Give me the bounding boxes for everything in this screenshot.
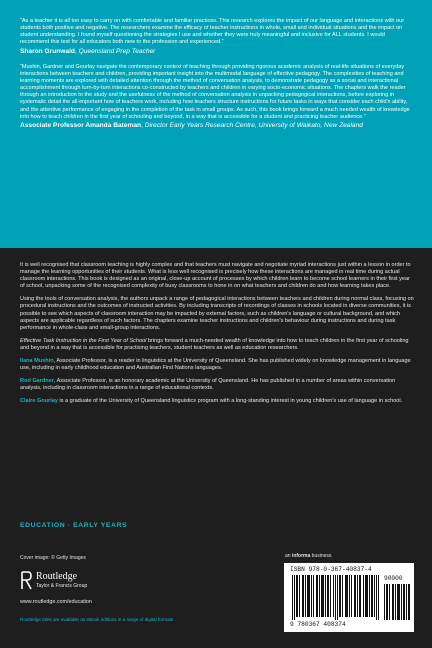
- author-name-2: Rod Gardner: [20, 378, 54, 385]
- price-barcode-icon: [384, 584, 410, 620]
- isbn-barcode: [284, 563, 414, 632]
- ebook-availability-note: Routledge titles are available as eBook editions in a range of digital formats: [20, 617, 174, 622]
- barcode-icon: [292, 575, 380, 620]
- informa-suffix: business: [310, 553, 332, 559]
- author-bio-1: [20, 358, 414, 372]
- routledge-logo-icon: [20, 571, 33, 590]
- attribution-role-2: Director Early Years Research Centre, University of Waikato, New Zealand: [144, 121, 363, 129]
- praise-panel: [0, 0, 432, 248]
- informa-prefix: an: [285, 553, 292, 559]
- praise-attribution-2: Associate Professor Amanda Bateman, Director Early Years Research Centre, University of Waikato, New Zealand: [20, 121, 363, 129]
- isbn-digits: 9 780367 408374: [290, 621, 346, 628]
- description-paragraph-3-rest: brings forward a much-needed wealth of knowledge into how to teach children in the first year of schooling and beyond in a way that is accessible for practising teachers, student teachers as well as education researchers.: [20, 337, 409, 351]
- price-code: 90000: [384, 575, 403, 582]
- informa-brand: informa: [291, 553, 311, 559]
- author-bio-3: [20, 398, 414, 405]
- praise-quote-1: “As a teacher it is all too easy to carry on with comfortable and familiar practices. This research explores the impact of our language and interactions with our students both positive and negative. The researchers examine the efficacy of teacher instructions in whole, small and individual situations and the impact on student understanding. I found myself questioning the strategies I use and whether they were truly meaningful and inclusive for ALL students. I would recommend this text for all educators both new to the profession and experienced.”: [20, 18, 405, 46]
- isbn-label: ISBN 978-0-367-40837-4: [290, 566, 372, 573]
- publisher-group: Taylor & Francis Group: [36, 583, 88, 589]
- praise-content: [20, 18, 414, 130]
- description-paragraph-3: [20, 338, 414, 352]
- subject-category: EDUCATION · EARLY YEARS: [20, 522, 128, 529]
- description-paragraph-1: It is well recognised that classroom teaching is highly complex and that teachers must navigate and negotiate myriad interactions just within a lesson in order to manage the learning opportunities of their students. What is less well recognised is precisely how these interactions are managed in real time during actual classroom interactions. This book is designed as an original, close-up account of processes by which children learn to become school learners in their first year of school, unpacking some of the recognised complexity of busy classrooms to hone in on what teachers and children do and how learning takes place.: [20, 262, 411, 290]
- book-description: [20, 262, 414, 412]
- publisher-name: Routledge: [36, 571, 78, 582]
- book-title-inline: Effective Task Instruction in the First Year of School: [20, 337, 147, 344]
- praise-quote-2: “Mushin, Gardner and Gourlay navigate the contemporary context of teaching through providing rigorous academic analysis of real-life situations of everyday interactions between teachers and children, providing important insight into the multimodal language of effective pedagogy. The complexities of teaching and learning moments are explored with detailed attention through the method of conversation analysis, to demonstrate pedagogy as a social and interactional accomplishment through turn-by-turn interactions co-constructed by teachers and children in varying socio-economic situations. The chapters walk the reader through an introduction to the study and the usefulness of the method of conversation analysis in unpacking pedagogical interactions, before exploring in systematic detail the all-important how of teachers work, including how teachers structure instructions for future tasks in ways that consider each child's ability, and the attentive performance of engaging in the completion of the task in small groups. As such, this book brings forward a much needed wealth of knowledge into how to teach children in the first year of schooling and beyond, in a way that is accessible for a student and practicing teacher audience.”: [20, 63, 410, 120]
- author-bio-2: [20, 378, 414, 392]
- publisher-logo: [20, 571, 170, 597]
- description-paragraph-2: Using the tools of conversation analysis, the authors unpack a range of pedagogical interactions between teachers and children during normal class, focusing on procedural instructions and the outcomes of instructed activities. By including transcripts of recordings of classes in schools located in diverse communities, it is possible to see which aspects of classroom interaction may be impacted by external factors, such as children's language or cultural background, and which aspects are applicable regardless of such factors. The chapters examine teacher instructions and children's behaviour during instructions and during task performance in whole-class and small-group interactions.: [20, 296, 414, 331]
- author-bio-text-3: is a graduate of the University of Queensland linguistics program with a long-standing interest in young children's use of language in school.: [57, 398, 403, 405]
- author-name-1: Ilana Mushin: [20, 358, 54, 365]
- attribution-name-2: Associate Professor Amanda Bateman: [20, 121, 142, 129]
- author-name-3: Claire Gourlay: [20, 398, 58, 405]
- author-bio-text-1: , Associate Professor, is a reader in linguistics at the University of Queensland. She has published widely on knowledge management in language use, including in early childhood education and Australian First Nations languages.: [20, 358, 411, 372]
- attribution-role-1: Queensland Prep Teacher: [78, 47, 156, 55]
- cover-image-credit: Cover image: © Getty Images: [20, 555, 86, 561]
- informa-business-tag: [285, 553, 331, 559]
- praise-attribution-1: Sharon Grunwald, Queensland Prep Teacher: [20, 47, 156, 55]
- attribution-name-1: Sharon Grunwald: [20, 47, 75, 55]
- author-bio-text-2: , Associate Professor, is an honorary academic at the University of Queensland. He has published in a number of areas within conversation analysis, including in classroom interactions in a range of educational contexts.: [20, 378, 396, 392]
- publisher-website: www.routledge.com/education: [20, 599, 92, 605]
